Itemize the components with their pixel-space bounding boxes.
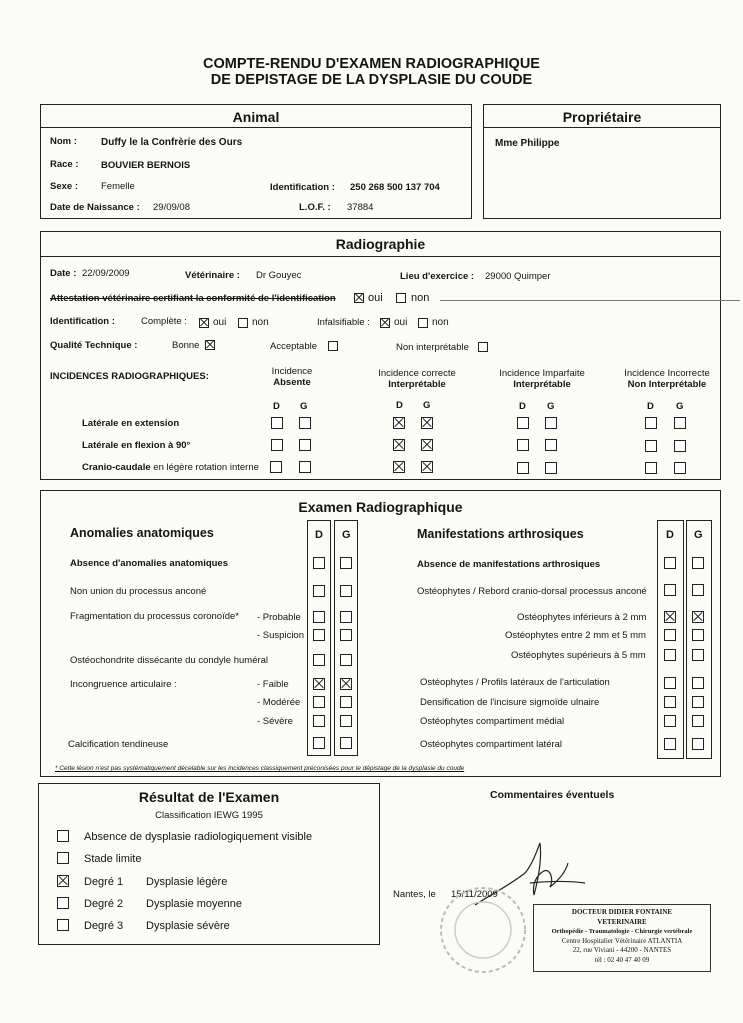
- resultat-heading: Résultat de l'Examen: [138, 789, 280, 805]
- result-degre1-checkbox[interactable]: [57, 875, 69, 887]
- dob-value: 29/09/08: [153, 202, 190, 213]
- signed-date: 15/11/2009: [451, 889, 498, 900]
- manif-6-label: Densification de l'incisure sigmoïde ulnaire: [420, 697, 600, 708]
- incidences-label: INCIDENCES RADIOGRAPHIQUES:: [50, 371, 209, 382]
- manifestations-heading: Manifestations arthrosiques: [417, 527, 584, 541]
- col-incorrecte: Incidence Incorrecte Non Interprétable: [624, 368, 710, 390]
- identification-value: 250 268 500 137 704: [350, 182, 440, 193]
- title-line-1: COMPTE-RENDU D'EXAMEN RADIOGRAPHIQUE: [203, 56, 540, 72]
- col-correcte: Incidence correcte Interprétable: [378, 368, 456, 390]
- d-header: D: [647, 401, 654, 412]
- title-line-2: DE DEPISTAGE DE LA DYSPLASIE DU COUDE: [210, 72, 533, 88]
- checkbox[interactable]: [664, 696, 676, 708]
- checkbox[interactable]: [664, 738, 676, 750]
- manif-2-label: Ostéophytes inférieurs à 2 mm: [517, 612, 647, 623]
- noninterp-label: Non interprétable: [396, 342, 469, 353]
- anom-g-header: G: [342, 529, 351, 541]
- checkbox[interactable]: [340, 585, 352, 597]
- checkbox[interactable]: [692, 696, 704, 708]
- checkbox[interactable]: [271, 417, 283, 429]
- col-imparfaite: Incidence Imparfaite Interprétable: [499, 368, 585, 390]
- checkbox[interactable]: [664, 629, 676, 641]
- attestation-non-checkbox[interactable]: [396, 293, 406, 303]
- result-degre2-desc: Dysplasie moyenne: [146, 898, 242, 910]
- infalsifiable-non-checkbox[interactable]: [418, 318, 428, 328]
- calcification-label: Calcification tendineuse: [68, 739, 169, 750]
- complete-non-checkbox[interactable]: [238, 318, 248, 328]
- manif-3-label: Ostéophytes entre 2 mm et 5 mm: [505, 630, 646, 641]
- checkbox[interactable]: [313, 557, 325, 569]
- result-degre1-label: Degré 1: [84, 876, 124, 888]
- checkbox[interactable]: [299, 417, 311, 429]
- checkbox[interactable]: [270, 461, 282, 473]
- infalsifiable-label: Infalsifiable :: [317, 317, 370, 328]
- col-absente: Incidence Absente: [271, 366, 313, 388]
- footnote: * Cette lésion n'est pas systématiquement décelable sur les incidences classiquement préconisées pour le dépistage de la dysplasie du coude: [55, 765, 465, 772]
- complete-label: Complète :: [141, 316, 187, 327]
- non-union-label: Non union du processus anconé: [70, 586, 207, 597]
- checkbox[interactable]: [545, 462, 557, 474]
- manif-d-header: D: [666, 529, 674, 541]
- infalsifiable-oui-label: oui: [394, 317, 408, 328]
- checkbox[interactable]: [313, 737, 325, 749]
- bonne-label: Bonne: [172, 340, 200, 351]
- noninterp-checkbox[interactable]: [478, 342, 488, 352]
- place-label: Nantes, le: [393, 889, 436, 900]
- vet-label: Vétérinaire :: [185, 270, 240, 281]
- owner-heading: Propriétaire: [562, 109, 642, 125]
- date-label: Date :: [50, 268, 77, 279]
- acceptable-checkbox[interactable]: [328, 341, 338, 351]
- sexe-label: Sexe :: [50, 181, 78, 192]
- checkbox[interactable]: [692, 611, 704, 623]
- stamp-line-1: DOCTEUR DIDIER FONTAINE: [571, 908, 673, 916]
- doctor-stamp: [533, 904, 711, 972]
- qualite-label: Qualité Technique :: [50, 340, 138, 351]
- manif-4-label: Ostéophytes supérieurs à 5 mm: [511, 650, 646, 661]
- checkbox[interactable]: [645, 417, 657, 429]
- row-laterale-flexion: Latérale en flexion à 90°: [82, 440, 191, 451]
- checkbox[interactable]: [313, 715, 325, 727]
- classification-label: Classification IEWG 1995: [155, 810, 263, 821]
- lieu-value: 29000 Quimper: [485, 271, 551, 282]
- g-header: G: [300, 401, 308, 412]
- result-stade-limite-label: Stade limite: [84, 853, 142, 865]
- nom-value: Duffy le la Confrèrie des Ours: [101, 137, 243, 148]
- severe-label: - Sévère: [257, 716, 293, 727]
- result-stade-limite-checkbox[interactable]: [57, 852, 69, 864]
- checkbox[interactable]: [313, 611, 325, 623]
- manif-8-label: Ostéophytes compartiment latéral: [420, 739, 563, 750]
- stamp-line-6: tél : 02 40 47 40 09: [594, 955, 650, 964]
- checkbox[interactable]: [545, 439, 557, 451]
- incongruence-label: Incongruence articulaire :: [70, 679, 177, 690]
- lof-label: L.O.F. :: [299, 202, 331, 213]
- checkbox[interactable]: [340, 678, 352, 690]
- checkbox[interactable]: [692, 649, 704, 661]
- complete-non-label: non: [252, 317, 269, 328]
- manif-g-header: G: [694, 529, 703, 541]
- fragmentation-label: Fragmentation du processus coronoïde*: [70, 611, 239, 622]
- checkbox[interactable]: [340, 654, 352, 666]
- probable-label: - Probable: [257, 612, 301, 623]
- checkbox[interactable]: [313, 629, 325, 641]
- attestation-label: Attestation vétérinaire certifiant la conformité de l'identification: [50, 293, 336, 304]
- result-degre3-checkbox[interactable]: [57, 919, 69, 931]
- result-degre1-desc: Dysplasie légère: [146, 876, 228, 888]
- stamp-line-3: Orthopédie - Traumatologie - Chirurgie vertébrale: [551, 928, 693, 935]
- comments-heading: Commentaires éventuels: [490, 789, 615, 801]
- clinic-round-stamp: [428, 880, 538, 980]
- sexe-value: Femelle: [101, 181, 135, 192]
- stamp-line-4: Centre Hospitalier Vétérinaire ATLANTIA: [561, 936, 683, 945]
- document-title: [0, 56, 743, 88]
- anom-d-header: D: [315, 529, 323, 541]
- attestation-oui-label: oui: [368, 292, 383, 304]
- checkbox[interactable]: [674, 462, 686, 474]
- vet-value: Dr Gouyec: [256, 270, 302, 281]
- checkbox[interactable]: [692, 557, 704, 569]
- checkbox[interactable]: [313, 696, 325, 708]
- checkbox[interactable]: [340, 629, 352, 641]
- manif-7-label: Ostéophytes compartiment médial: [420, 716, 565, 727]
- checkbox[interactable]: [393, 439, 405, 451]
- date-value: 22/09/2009: [82, 268, 130, 279]
- radiographie-heading: Radiographie: [335, 236, 426, 252]
- checkbox[interactable]: [664, 557, 676, 569]
- checkbox[interactable]: [517, 439, 529, 451]
- checkbox[interactable]: [340, 696, 352, 708]
- checkbox[interactable]: [692, 629, 704, 641]
- ident-label: Identification :: [50, 316, 115, 327]
- manif-1-label: Ostéophytes / Rebord cranio-dorsal processus anconé: [417, 586, 647, 597]
- checkbox[interactable]: [517, 417, 529, 429]
- attestation-non-label: non: [411, 292, 430, 304]
- manif-5-label: Ostéophytes / Profils latéraux de l'articulation: [420, 677, 610, 688]
- g-header: G: [547, 401, 555, 412]
- checkbox[interactable]: [421, 439, 433, 451]
- checkbox[interactable]: [313, 678, 325, 690]
- checkbox[interactable]: [299, 461, 311, 473]
- checkbox[interactable]: [645, 462, 657, 474]
- checkbox[interactable]: [421, 461, 433, 473]
- checkbox[interactable]: [340, 557, 352, 569]
- checkbox[interactable]: [664, 611, 676, 623]
- checkbox[interactable]: [692, 677, 704, 689]
- checkbox[interactable]: [664, 677, 676, 689]
- race-value: BOUVIER BERNOIS: [101, 160, 191, 171]
- checkbox[interactable]: [664, 649, 676, 661]
- checkbox[interactable]: [645, 440, 657, 452]
- dob-label: Date de Naissance :: [50, 202, 140, 213]
- faible-label: - Faible: [257, 679, 289, 690]
- identification-label: Identification :: [270, 182, 335, 193]
- result-degre2-checkbox[interactable]: [57, 897, 69, 909]
- checkbox[interactable]: [664, 715, 676, 727]
- lieu-label: Lieu d'exercice :: [400, 271, 475, 282]
- d-header: D: [396, 400, 403, 411]
- checkbox[interactable]: [674, 417, 686, 429]
- stamp-line-5: 22, rue Viviani - 44200 - NANTES: [572, 946, 672, 954]
- animal-heading: Animal: [232, 109, 280, 125]
- checkbox[interactable]: [271, 439, 283, 451]
- checkbox[interactable]: [340, 737, 352, 749]
- anomalies-heading: Anomalies anatomiques: [70, 526, 214, 540]
- result-degre2-label: Degré 2: [84, 898, 124, 910]
- osteochondrite-label: Ostéochondrite dissécante du condyle huméral: [70, 655, 269, 666]
- owner-name: Mme Philippe: [495, 138, 560, 149]
- checkbox[interactable]: [692, 738, 704, 750]
- checkbox[interactable]: [545, 417, 557, 429]
- checkbox[interactable]: [517, 462, 529, 474]
- checkbox[interactable]: [299, 439, 311, 451]
- checkbox[interactable]: [340, 611, 352, 623]
- nom-label: Nom :: [50, 136, 77, 147]
- complete-oui-label: oui: [213, 317, 227, 328]
- bonne-checkbox[interactable]: [205, 340, 215, 350]
- result-absence-checkbox[interactable]: [57, 830, 69, 842]
- acceptable-label: Acceptable: [270, 341, 318, 352]
- d-header: D: [273, 401, 280, 412]
- infalsifiable-non-label: non: [432, 317, 449, 328]
- checkbox[interactable]: [421, 417, 433, 429]
- result-absence-label: Absence de dysplasie radiologiquement visible: [84, 831, 313, 843]
- checkbox[interactable]: [313, 654, 325, 666]
- lof-value: 37884: [347, 202, 374, 213]
- absence-manif-label: Absence de manifestations arthrosiques: [417, 559, 601, 570]
- result-degre3-desc: Dysplasie sévère: [146, 920, 230, 932]
- attestation-oui-checkbox[interactable]: [354, 293, 364, 303]
- race-label: Race :: [50, 159, 79, 170]
- absence-anomalies-label: Absence d'anomalies anatomiques: [70, 558, 229, 569]
- checkbox[interactable]: [340, 715, 352, 727]
- result-degre3-label: Degré 3: [84, 920, 124, 932]
- examen-heading: Examen Radiographique: [298, 499, 463, 515]
- g-header: G: [423, 400, 431, 411]
- row-cranio-caudale: Cranio-caudale en légère rotation interne: [82, 462, 259, 473]
- complete-oui-checkbox[interactable]: [199, 318, 209, 328]
- checkbox[interactable]: [393, 461, 405, 473]
- moderee-label: - Modérée: [257, 697, 301, 708]
- checkbox[interactable]: [692, 584, 704, 596]
- row-laterale-extension: Latérale en extension: [82, 418, 180, 429]
- checkbox[interactable]: [664, 584, 676, 596]
- checkbox[interactable]: [393, 417, 405, 429]
- d-header: D: [519, 401, 526, 412]
- checkbox[interactable]: [313, 585, 325, 597]
- infalsifiable-oui-checkbox[interactable]: [380, 318, 390, 328]
- g-header: G: [676, 401, 684, 412]
- checkbox[interactable]: [674, 440, 686, 452]
- stamp-line-2: VETERINAIRE: [597, 917, 647, 926]
- checkbox[interactable]: [692, 715, 704, 727]
- suspicion-label: - Suspicion: [257, 630, 304, 641]
